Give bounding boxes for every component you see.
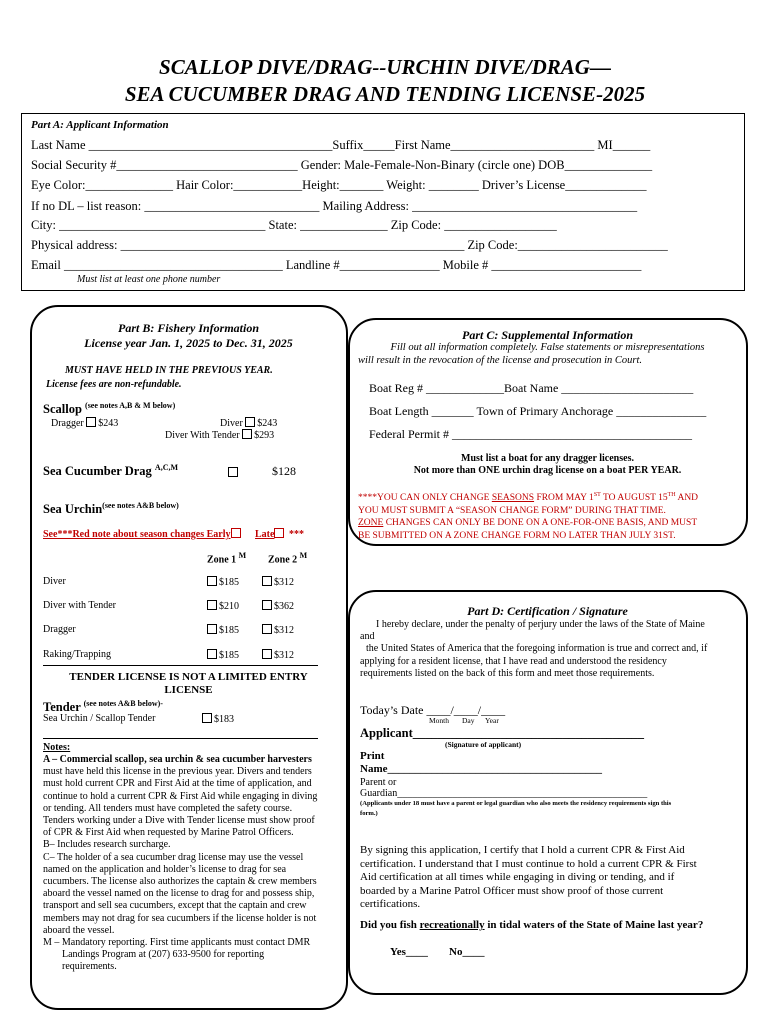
print-name-field[interactable]: Name_______________________________________ — [360, 763, 602, 775]
early-checkbox[interactable] — [231, 528, 241, 538]
urchin-zone1-option[interactable]: $185 — [207, 624, 239, 636]
part-d-box — [348, 590, 748, 995]
urchin-row-label: Diver with Tender — [43, 600, 116, 611]
urchin-zone1-option[interactable]: $185 — [207, 576, 239, 588]
urchin-zone1-option[interactable]: $210 — [207, 600, 239, 612]
parent-label: Parent or — [360, 777, 397, 788]
scallop-diver-tender-option[interactable]: Diver With Tender $293 — [165, 430, 275, 441]
sea-cucumber-checkbox[interactable] — [228, 467, 238, 477]
federal-permit-field[interactable]: Federal Permit # ________________________________________ — [369, 427, 692, 441]
part-c-intro-2: will result in the revocation of the license and prosecution in Court. — [358, 355, 643, 366]
city-field[interactable]: City: _________________________________ State: ______________ Zip Code: __________________ — [31, 218, 557, 232]
phone-note: Must list at least one phone number — [77, 274, 221, 285]
part-a-box — [21, 113, 745, 291]
license-year: License year Jan. 1, 2025 to Dec. 31, 2025 — [84, 336, 293, 350]
no-field[interactable]: No____ — [449, 946, 485, 958]
signature-label: (Signature of applicant) — [445, 740, 522, 749]
year-label: Year — [485, 716, 499, 725]
sea-urchin-label: Sea Urchin$^{(see notes A\&B below)}$ — [43, 501, 179, 517]
applicant-signature-field[interactable]: Applicant_____________________________________ — [360, 726, 645, 740]
checkbox-icon[interactable] — [245, 417, 255, 427]
dl-reason-field[interactable]: If no DL – list reason: ____________________________ Mailing Address: ____________________________________ — [31, 199, 638, 213]
part-c-box — [348, 318, 748, 546]
must-have-held: MUST HAVE HELD IN THE PREVIOUS YEAR. — [65, 365, 273, 376]
notes-heading: Notes: — [43, 742, 71, 753]
tender-warning: TENDER LICENSE IS NOT A LIMITED ENTRY — [69, 671, 308, 683]
declaration-text: I hereby declare, under the penalty of perjury under the laws of the State of Maine and the United States of America that the foregoing information is true and correct and, if applying for a resident license, that I have read and understood the residency requirements listed on the back of this form and meet those requirements. — [360, 619, 708, 679]
sea-cucumber-label: Sea Cucumber Drag $^{A,C,M}$ — [43, 463, 179, 479]
zone-2-header: Zone 2 $^M$ — [268, 551, 308, 566]
tender-warning-2: LICENSE — [164, 684, 213, 696]
notes-body: A – Commercial scallop, sea urchin & sea cucumber harvesters must have held this license in the previous year. Divers and tenders must hold current CPR and First Aid at the time of application, and continue to hold a current CPR & First Aid while engaging in diving or tending. All tenders must have completed the safety course. Tenders working under a Dive with Tender license must show proof of CPR & First Aid when requested by Marine Patrol Officers. B– Includes research surcharge. C– The holder of a sea cucumber drag license may use the vessel named on the application and holder’s license to drag for sea cucumbers. The license also authorizes the captain & crew members aboard the vessel named on the license to drag for and possess ship, transport and sell sea cucumbers, except that the captain and crew members may not drag for sea cucumbers if the license holder is not aboard the vessel. M – Mandatory reporting. First time applicants must contact DMR Landings Program at (207) 633-9500 for reporting requirements. — [43, 754, 318, 973]
urchin-row-label: Raking/Trapping — [43, 649, 111, 660]
divider — [43, 665, 318, 666]
urchin-row-label: Dragger — [43, 624, 76, 635]
season-zone-warning: ****YOU CAN ONLY CHANGE SEASONS FROM MAY 1ST TO AUGUST 15TH AND YOU MUST SUBMIT A “SEASON CHANGE FORM” DURING THAT TIME. ZONE CHANGES CAN ONLY BE DONE ON A ONE-FOR-ONE BASIS, AND MUST BE SUBMITTED ON A ZONE CHANGE FORM NO LATER THAN JULY 31ST. — [358, 492, 699, 541]
urchin-zone2-option[interactable]: $312 — [262, 576, 294, 588]
minor-requirement-2: form.) — [360, 810, 378, 817]
day-label: Day — [462, 716, 475, 725]
part-b-box — [30, 305, 348, 1010]
yes-field[interactable]: Yes____ — [390, 946, 428, 958]
zone-1-header: Zone 1 $^M$ — [207, 551, 247, 566]
boat-requirement: Must list a boat for any dragger licenses. — [461, 453, 634, 464]
minor-requirement: (Applicants under 18 must have a parent or legal guardian who also meets the residency requirements sign this — [360, 800, 672, 807]
checkbox-icon[interactable] — [242, 429, 252, 439]
print-label: Print — [360, 750, 385, 762]
urchin-zone2-option[interactable]: $362 — [262, 600, 294, 612]
email-field[interactable]: Email ___________________________________ Landline #________________ Mobile # ________________________ — [31, 258, 642, 272]
urchin-limit: Not more than ONE urchin drag license on a boat PER YEAR. — [413, 465, 682, 476]
tender-line: Sea Urchin / Scallop Tender — [43, 713, 156, 724]
boat-length-field[interactable]: Boat Length _______ Town of Primary Anchorage _______________ — [369, 404, 707, 418]
scallop-label: Scallop $^{(see notes A,B \& M below)}$ — [43, 401, 176, 417]
physical-address-field[interactable]: Physical address: _______________________________________________________ Zip Code:________________________ — [31, 238, 668, 252]
part-a-heading: Part A: Applicant Information — [31, 119, 169, 131]
tender-option[interactable]: $183 — [202, 713, 234, 725]
fees-note: License fees are non-refundable. — [46, 379, 182, 390]
social-security-field[interactable]: Social Security #_____________________________ Gender: Male-Female-Non-Binary (circle one) DOB______________ — [31, 158, 653, 172]
guardian-field[interactable]: Guardian__________________________________________________ — [360, 788, 648, 799]
part-c-intro: Fill out all information completely. False statements or misrepresentations — [390, 342, 705, 353]
form-title-line-1: SCALLOP DIVE/DRAG--URCHIN DIVE/DRAG— — [159, 55, 611, 79]
urchin-row-label: Diver — [43, 576, 66, 587]
cpr-certification-text: By signing this application, I certify that I hold a current CPR & First Aid certification. I understand that I must continue to hold a current CPR & First Aid certification at all times while engaging in diving or tending, and if boarded by a Marine Patrol Officer must show proof of those current certifications. — [360, 844, 697, 910]
checkbox-icon[interactable] — [86, 417, 96, 427]
scallop-dragger-option[interactable]: Dragger $243 — [51, 418, 119, 429]
recreational-question: Did you fish recreationally in tidal waters of the State of Maine last year? — [360, 919, 704, 931]
scallop-diver-option[interactable]: Diver $243 — [220, 418, 278, 429]
sea-cucumber-fee: $128 — [272, 464, 296, 478]
part-d-heading: Part D: Certification / Signature — [467, 604, 628, 618]
late-checkbox[interactable] — [274, 528, 284, 538]
divider — [43, 738, 318, 739]
form-title-line-2: SEA CUCUMBER DRAG AND TENDING LICENSE-2025 — [124, 82, 646, 106]
month-label: Month — [429, 716, 450, 725]
season-change-note: See***Red note about season changes Early Late *** — [43, 529, 304, 540]
todays-date-field[interactable]: Today’s Date ____/____/____ — [360, 703, 506, 717]
tender-label: Tender $^{(see notes A\&B below)-}$ — [43, 699, 163, 715]
urchin-zone2-option[interactable]: $312 — [262, 649, 294, 661]
part-c-heading: Part C: Supplemental Information — [461, 328, 634, 342]
eye-color-field[interactable]: Eye Color:______________ Hair Color:___________Height:_______ Weight: ________ Driver’s License_____________ — [31, 178, 647, 192]
urchin-zone1-option[interactable]: $185 — [207, 649, 239, 661]
urchin-zone2-option[interactable]: $312 — [262, 624, 294, 636]
boat-reg-field[interactable]: Boat Reg # _____________Boat Name ______________________ — [369, 381, 694, 395]
part-b-heading: Part B: Fishery Information — [117, 321, 260, 335]
last-name-field[interactable]: Last Name _______________________________________Suffix_____First Name_______________________ MI______ — [31, 138, 651, 152]
